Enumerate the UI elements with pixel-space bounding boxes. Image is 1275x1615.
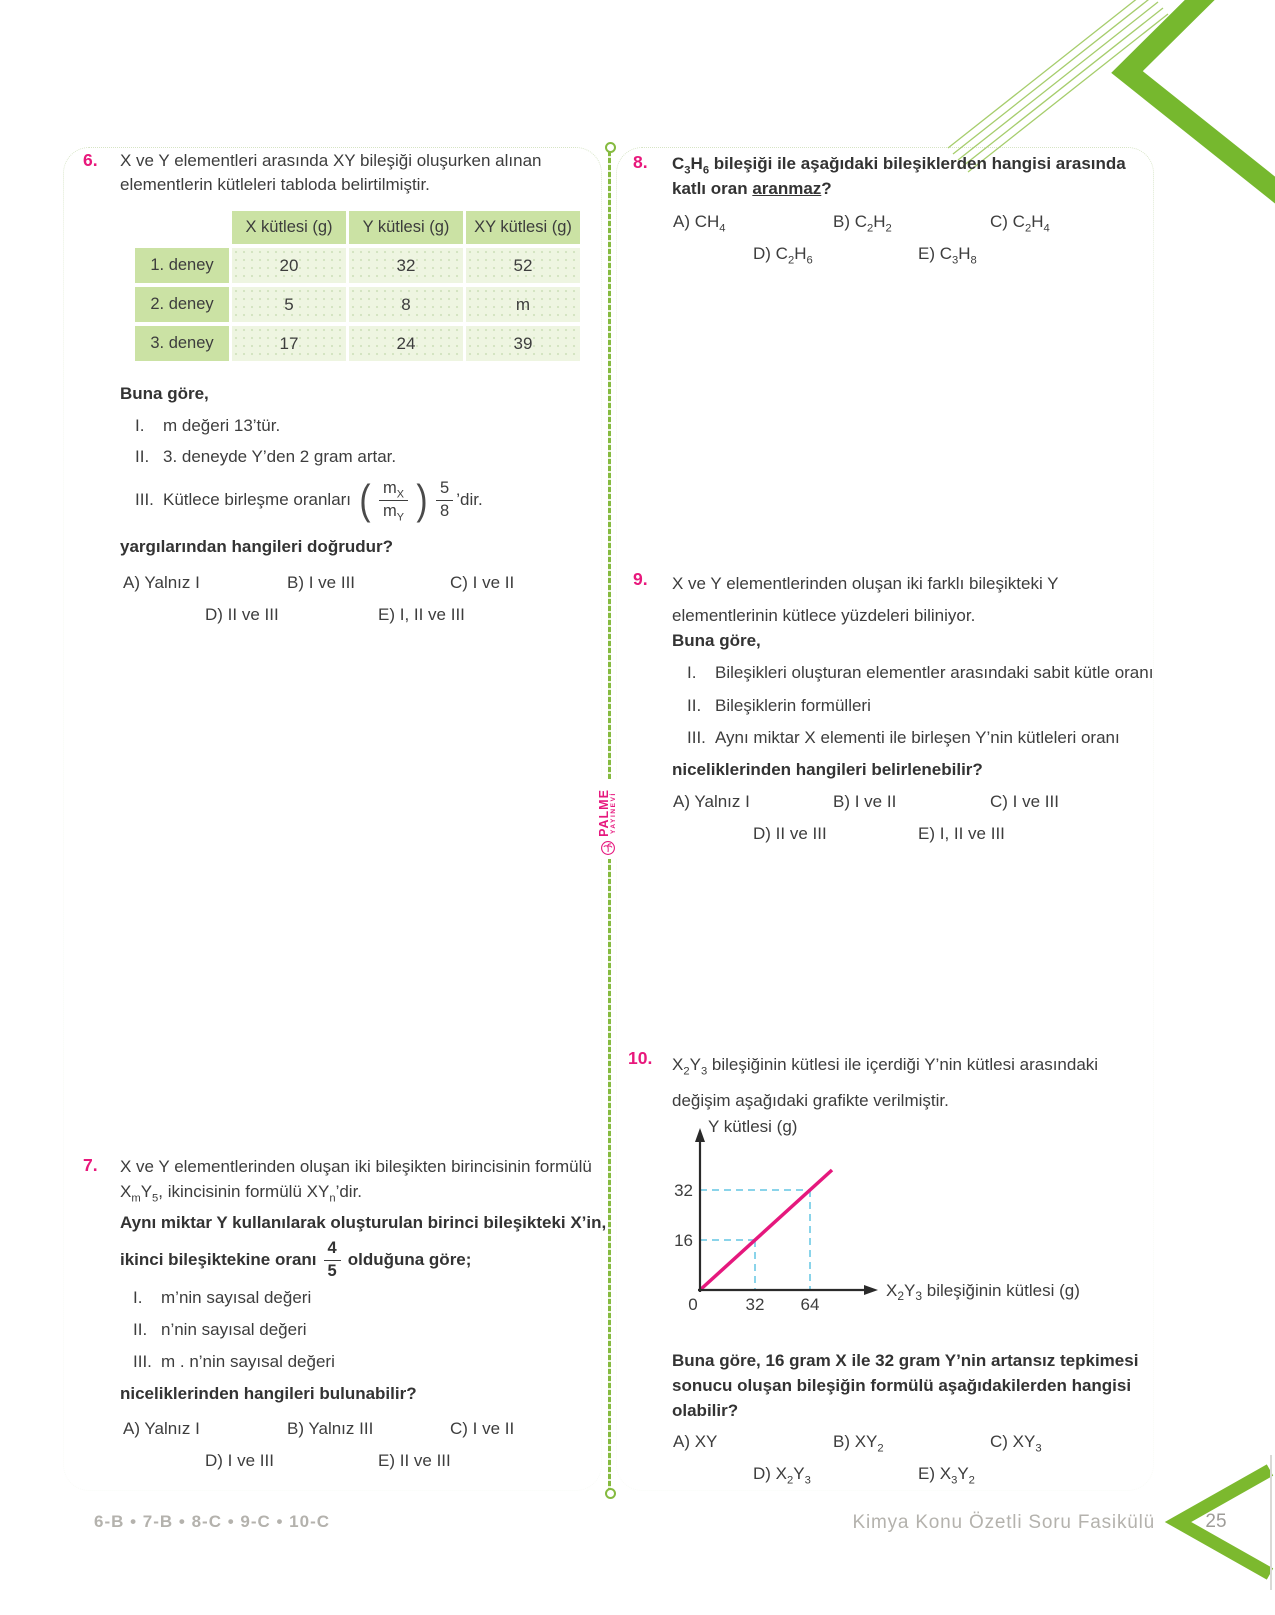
- q6-intro: [120, 149, 580, 197]
- option-a: A) XY: [673, 1432, 718, 1451]
- q7-number: 7.: [83, 1155, 98, 1175]
- q7-ratio-line: ikinci bileşiktekine oranı $\frac{4}{5}$ olduğuna göre;: [120, 1238, 472, 1280]
- option-c: C) I ve III: [990, 792, 1059, 811]
- q6-intro-line2: elementlerin kütleleri tabloda belirtilmiştir.: [120, 175, 430, 194]
- option-b: B) Yalnız III: [287, 1419, 374, 1438]
- table-cell: 8: [349, 287, 463, 322]
- option-d: D) $X_2Y_3$: [753, 1464, 811, 1487]
- q8-title-line1: $C_3H_6$ bileşiği ile aşağıdaki bileşiklerden hangisi arasında: [672, 154, 1126, 177]
- option-e: E) I, II ve III: [918, 824, 1005, 843]
- q6-options-row2: [123, 605, 613, 625]
- q6-item-3-text: Kütlece birleşme oranları: [163, 490, 352, 509]
- x-tick-64: 64: [800, 1295, 820, 1314]
- q7-item-1: I. m’nin sayısal değeri: [133, 1288, 312, 1307]
- q6-options-row1: [123, 573, 613, 593]
- option-c: C) $C_2H_4$: [990, 212, 1050, 235]
- table-cell: 20: [232, 248, 346, 283]
- y-tick-16: 16: [674, 1231, 693, 1250]
- table-header-xy: XY kütlesi (g): [466, 211, 580, 244]
- q8-options-row1: [673, 212, 1163, 235]
- q8-options-row2: [673, 244, 1163, 267]
- q10-options-row1: [673, 1432, 1163, 1455]
- q10-intro-line2: değişim aşağıdaki grafikte verilmiştir.: [672, 1091, 949, 1110]
- table-cell: 52: [466, 248, 580, 283]
- ratio-fraction: $\frac{4}{5}$: [324, 1239, 341, 1282]
- footer-booklet-title: Kimya Konu Özetli Soru Fasikülü: [852, 1512, 1155, 1533]
- q7-options-row1: [123, 1419, 613, 1439]
- table-header-x: X kütlesi (g): [232, 211, 346, 244]
- q10-bold-question: Buna göre, 16 gram X ile 32 gram Y’nin artansız tepkimesi sonucu oluşan bileşiğin formülü aşağıdakilerden hangisi olabilir?: [672, 1351, 1139, 1420]
- q8-number: 8.: [633, 152, 648, 172]
- q8-title: [672, 151, 1162, 201]
- page-number: 25: [1205, 1511, 1227, 1532]
- q6-number: 6.: [83, 150, 98, 170]
- q6-item-2: II. 3. deneyde Y’den 2 gram artar.: [135, 447, 397, 466]
- q10-intro: [672, 1047, 1162, 1119]
- q9-intro-line2: elementlerinin kütlece yüzdeleri biliniyor.: [672, 606, 976, 625]
- q10-number: 10.: [628, 1048, 653, 1068]
- q6-item-3: III. Kütlece birleşme oranları ( $\frac{m_X}{m_Y}$ ) $\frac{5}{8}$ ’dir.: [135, 476, 483, 523]
- q9-item-3: III. Aynı miktar X elementi ile birleşen Y’nin kütleleri oranı: [687, 728, 1120, 747]
- palm-tree-icon: [600, 840, 616, 856]
- table-cell: m: [466, 287, 580, 322]
- q6-buna-gore: Buna göre,: [120, 384, 209, 403]
- table-cell: 17: [232, 326, 346, 361]
- option-b: B) $C_2H_2$: [833, 212, 892, 235]
- option-b: B) I ve II: [833, 792, 897, 811]
- option-a: A) Yalnız I: [673, 792, 750, 811]
- palme-logo: [585, 779, 631, 859]
- corner-decoration-top-right: [930, 0, 1275, 240]
- q9-question: niceliklerinden hangileri belirlenebilir?: [672, 760, 983, 779]
- q7-bold-statement: Aynı miktar Y kullanılarak oluşturulan birinci bileşikteki X’in,: [120, 1213, 607, 1232]
- q7-intro-line1: X ve Y elementlerinden oluşan iki bileşikten birincisinin formülü: [120, 1157, 592, 1176]
- q9-item-1: I. Bileşikleri oluşturan elementler arasındaki sabit kütle oranı: [687, 663, 1154, 682]
- option-e: E) $X_3Y_2$: [918, 1464, 975, 1487]
- q6-data-table: [135, 211, 580, 361]
- q6-item-1: I. m değeri 13’tür.: [135, 416, 281, 435]
- option-c: C) $XY_3$: [990, 1432, 1042, 1455]
- option-b: B) $XY_2$: [833, 1432, 884, 1455]
- y-tick-32: 32: [674, 1181, 693, 1200]
- q9-number: 9.: [633, 569, 648, 589]
- table-cell: 5: [232, 287, 346, 322]
- option-d: D) I ve III: [205, 1451, 274, 1470]
- q7-intro: [120, 1154, 600, 1204]
- table-row-label: 1. deney: [135, 248, 229, 283]
- table-cell: 32: [349, 248, 463, 283]
- data-line: [700, 1170, 832, 1290]
- q7-item-2: II. n’nin sayısal değeri: [133, 1320, 307, 1339]
- option-c: C) I ve II: [450, 573, 515, 592]
- publisher-name: PALME: [597, 789, 611, 837]
- q10-options-row2: [673, 1464, 1163, 1487]
- value-fraction: $\frac{5}{8}$: [436, 479, 453, 522]
- option-d: D) II ve III: [753, 824, 827, 843]
- option-d: D) $C_2H_6$: [753, 244, 813, 267]
- q10-intro-line1: $X_2Y_3$ bileşiğinin kütlesi ile içerdiği Y’nin kütlesi arasındaki: [672, 1055, 1099, 1078]
- table-cell: 24: [349, 326, 463, 361]
- divider-dot-top: [605, 142, 616, 153]
- option-b: B) I ve III: [287, 573, 356, 592]
- q6-question: yargılarından hangileri doğrudur?: [120, 537, 393, 556]
- option-d: D) II ve III: [205, 605, 279, 624]
- table-header-y: Y kütlesi (g): [349, 211, 463, 244]
- y-axis-label: Y kütlesi (g): [708, 1117, 798, 1136]
- table-cell: 39: [466, 326, 580, 361]
- q9-intro: [672, 568, 1132, 632]
- option-c: C) I ve II: [450, 1419, 515, 1438]
- q9-intro-line1: X ve Y elementlerinden oluşan iki farklı bileşikteki Y: [672, 574, 1059, 593]
- q9-options-row2: [673, 824, 1163, 844]
- option-e: E) II ve III: [378, 1451, 451, 1470]
- x-axis-label: $X_2Y_3$ bileşiğinin kütlesi (g): [886, 1281, 1080, 1303]
- divider-dot-bottom: [605, 1488, 616, 1499]
- x-tick-0: 0: [688, 1295, 698, 1314]
- q7-intro-line2: $X_mY_5$, ikincisinin formülü $XY_n’dir$.: [120, 1182, 363, 1205]
- option-a: A) Yalnız I: [123, 573, 200, 592]
- option-a: A) $CH_4$: [673, 212, 726, 235]
- option-a: A) Yalnız I: [123, 1419, 200, 1438]
- option-e: E) I, II ve III: [378, 605, 465, 624]
- q6-intro-line1: X ve Y elementleri arasında XY bileşiği oluşurken alınan: [120, 151, 542, 170]
- q9-item-2: II. Bileşiklerin formülleri: [687, 696, 871, 715]
- table-header-empty: [135, 211, 229, 244]
- x-axis-arrow-icon: [864, 1285, 878, 1295]
- q7-item-3: III. m . n’nin sayısal değeri: [133, 1352, 335, 1371]
- mass-ratio-fraction: $\frac{m_X}{m_Y}$: [379, 479, 408, 522]
- x-tick-32: 32: [745, 1295, 765, 1314]
- q7-question: niceliklerinden hangileri bulunabilir?: [120, 1384, 417, 1403]
- option-e: E) $C_3H_8$: [918, 244, 977, 267]
- q8-title-line2: katlı oran aranmaz?: [672, 179, 832, 198]
- footer-answer-key: 6-B • 7-B • 8-C • 9-C • 10-C: [94, 1512, 331, 1531]
- q10-chart: [660, 1110, 1190, 1315]
- y-axis-arrow-icon: [695, 1128, 705, 1142]
- q7-options-row2: [123, 1451, 613, 1471]
- table-row-label: 2. deney: [135, 287, 229, 322]
- q9-buna-gore: Buna göre,: [672, 631, 761, 650]
- table-row-label: 3. deney: [135, 326, 229, 361]
- q9-options-row1: [673, 792, 1163, 812]
- publisher-subname: YAYINEVİ: [610, 792, 617, 834]
